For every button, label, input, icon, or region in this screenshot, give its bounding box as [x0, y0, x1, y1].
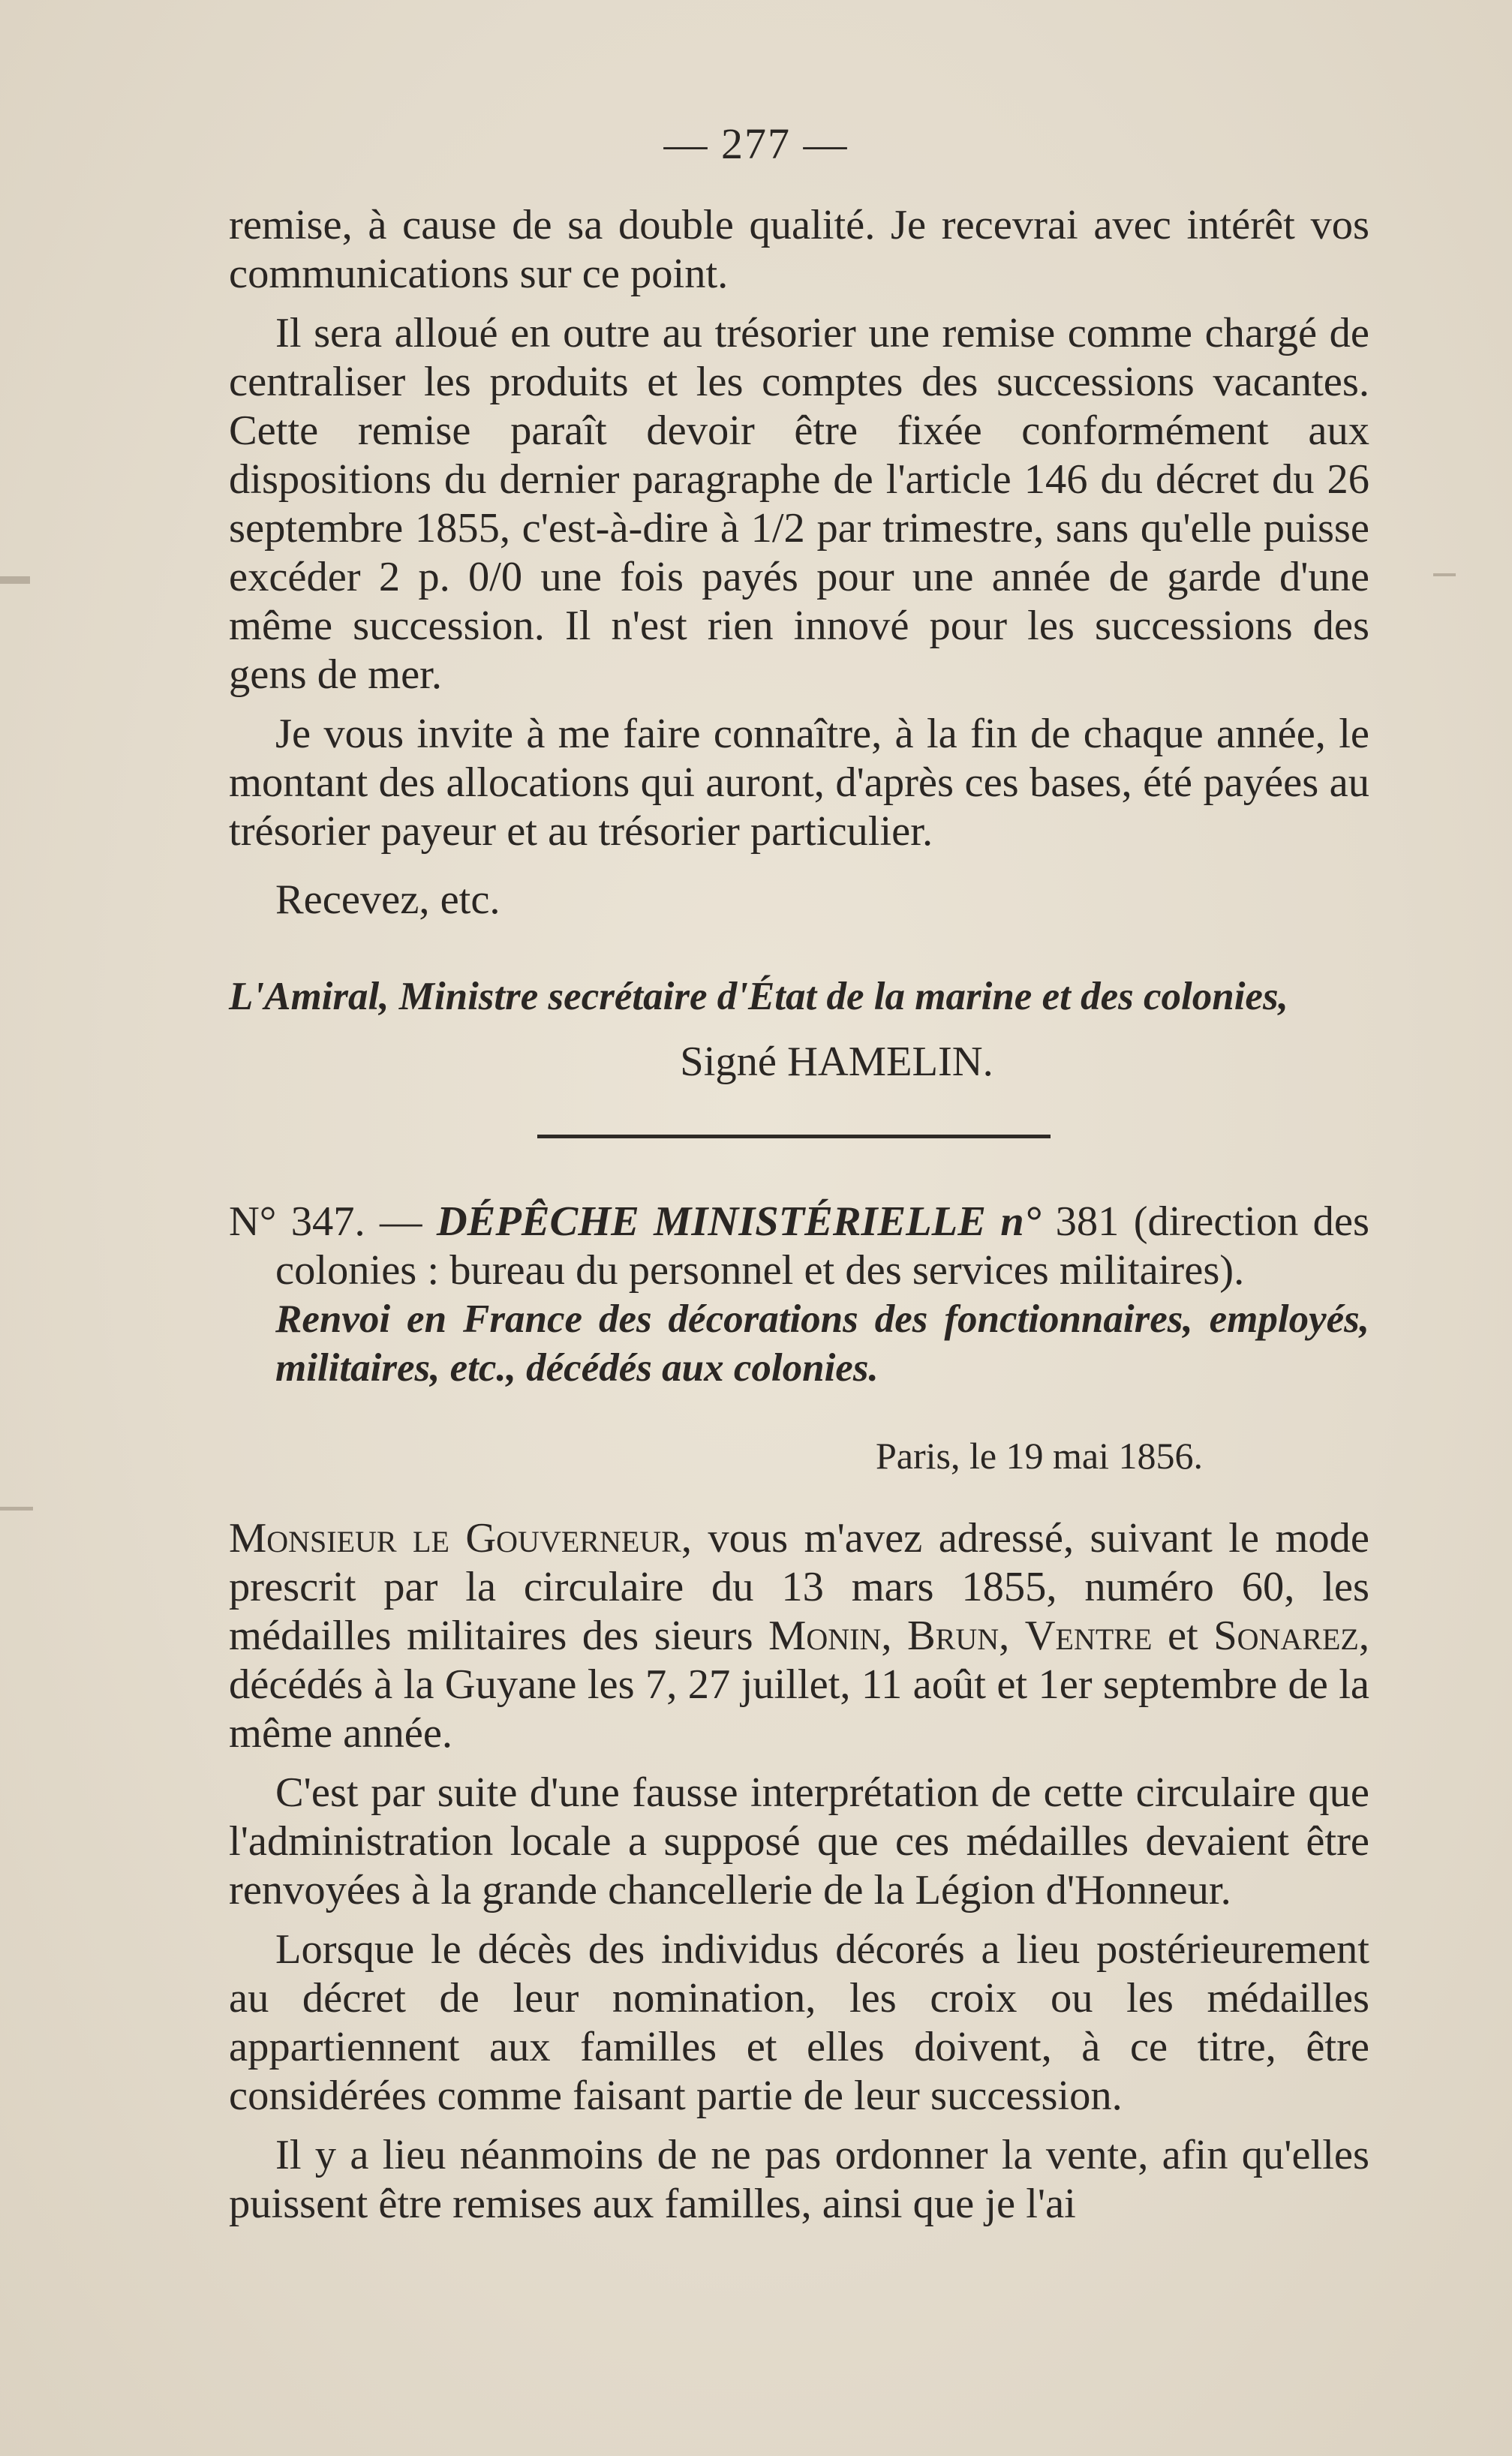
paragraph-tresorier: Il sera alloué en outre au trésorier une remise comme chargé de centraliser les produits et les comptes des successions vacantes. Cette remise paraît devoir être fixée conformément aux dispositions du dernier paragraphe de l'article 146 du décret du 26 septembre 1855, c'est-à-dire à 1/2 par trimestre, sans qu'elle puisse excéder 2 p. 0/0 une fois payés pour une année de garde d'une même succession. Il n'est rien innové pour les successions des gens de mer. [229, 310, 1369, 698]
letter-body [229, 1514, 1369, 2229]
name-brun: Brun [906, 1613, 999, 1659]
name-separator: , [881, 1613, 907, 1659]
dispatch-heading [229, 1198, 1369, 1295]
margin-mark [0, 576, 30, 584]
signatory-name: Signé HAMELIN. [680, 1039, 993, 1085]
signatory-title: L'Amiral, Ministre secrétaire d'État de la marine et des colonies, [229, 975, 1288, 1018]
name-sonarez: Sonarez [1213, 1613, 1359, 1659]
name-ventre: Ventre [1024, 1613, 1153, 1659]
section-divider [537, 1135, 1051, 1138]
paragraph-medailles-text: , vous m'avez adressé, suivant le mode prescrit par la circulaire du 13 mars 1855, numéro 60, les médailles militaires des sieurs [229, 1515, 1369, 1659]
margin-mark [0, 1507, 33, 1511]
dispatch-header [229, 1198, 1369, 1481]
salutation: Monsieur le Gouverneur [229, 1515, 681, 1562]
top-text [229, 201, 1369, 924]
paragraph-medailles [229, 1514, 1369, 1758]
page-number: — 277 — [663, 119, 849, 168]
paragraph-vente: Il y a lieu néanmoins de ne pas ordonner la vente, afin qu'elles puissent être remises aux familles, ainsi que je l'ai [229, 2132, 1369, 2227]
dispatch-subject: Renvoi en France des décorations des fonctionnaires, employés, militaires, etc., décédés aux colonies. [275, 1297, 1369, 1390]
name-separator: et [1152, 1613, 1214, 1659]
dispatch-reference: 381 (direction des colonies : bureau du personnel et des services militaires). [275, 1198, 1369, 1294]
closing-formula: Recevez, etc. [275, 876, 500, 923]
name-monin: Monin [768, 1613, 882, 1659]
name-separator: , [999, 1613, 1025, 1659]
paragraph-remise: remise, à cause de sa double qualité. Je recevrai avec intérêt vos communications sur ce point. [229, 202, 1369, 297]
dispatch-type: DÉPÊCHE MINISTÉRIELLE n° [436, 1198, 1042, 1245]
dispatch-date: Paris, le 19 mai 1856. [875, 1435, 1203, 1477]
signature-block [229, 972, 1369, 1087]
dispatch-number: N° 347. — [229, 1198, 422, 1245]
margin-mark [1433, 573, 1456, 576]
paragraph-interpretation: C'est par suite d'une fausse interprétation de cette circulaire que l'administration locale a supposé que ces médailles devaient être renvoyées à la grande chancellerie de la Légion d'Honneur. [229, 1769, 1369, 1913]
paragraph-medailles-end: , décédés à la Guyane les 7, 27 juillet, 11 août et 1er septembre de la même année. [229, 1613, 1369, 1757]
paragraph-succession: Lorsque le décès des individus décorés a lieu postérieurement au décret de leur nomination, les croix ou les médailles appartiennent aux familles et elles doivent, à ce titre, être considérées comme faisant partie de leur succession. [229, 1926, 1369, 2119]
paragraph-invitation: Je vous invite à me faire connaître, à la fin de chaque année, le montant des allocations qui auront, d'après ces bases, été payées au trésorier payeur et au trésorier particulier. [229, 711, 1369, 855]
